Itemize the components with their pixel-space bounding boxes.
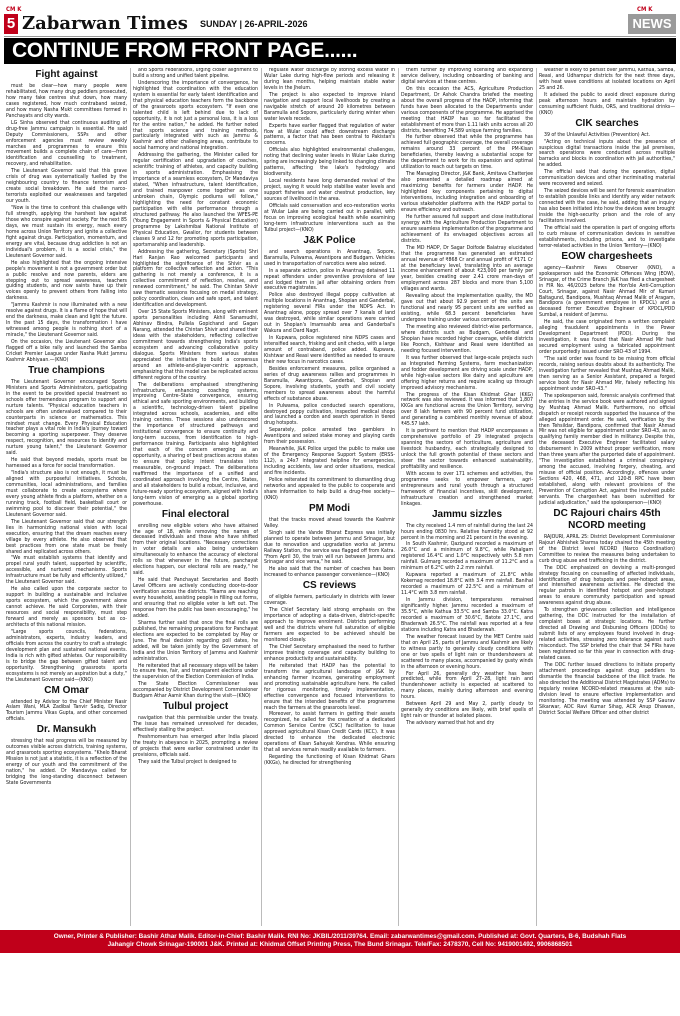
article-paragraph: In Pulwama, police conducted search operations, destroyed poppy cultivation, inspected medical shops and launched a cordon and search operation in tiered drug hotspots. [264,402,395,427]
article-paragraph: Sharma further said that once the final rolls are published, the remaining preparations for Panchayat elections are expected to be completed by May or June. The final decision regarding poll dates, he added, will be taken jointly by the Government of India and the Union Territory of Jammu and Kashmir administration. [133,619,258,662]
article-paragraph: With access to over 171 schemes and activities, the programme seeks to empower farmers, agri-entrepreneurs and rural youth through a structured framework of financial incentives, skill development, infrastructure creation and strengthened market linkages. [401,470,533,507]
article-headline: DC Rajouri chairs 45th NCORD meeting [553,507,661,531]
article-paragraph: Officials said conservation and eco-restoration works at Wular Lake are being carried out in parallel, with focus on improving ecological health while examining long-term infrastructure interventions such as the Tulbul project—(KNO) [264,202,395,233]
article-paragraph: The city received 1.4 mm of rainfall during the last 24 hours ending 0830 hrs. Relative humidity stood at 92 percent in the morning and 21 percent in the evening. [401,522,533,541]
article-paragraph: The DDC emphasized on devising a multi-pronged strategy focusing on counselling of affected individuals, identification of drug hotspots and peer-hotspot areas, and intensified awareness activities. He directed the regular patrols in identified hotspot and peer-hotspot areas to ensure community participation and spread awareness against drug abuse. [539,564,675,607]
imprint-footer [0,930,680,953]
article-paragraph: "Large sports councils, federations, administrators, experts, industry leaders, and officials from across the country to craft a strategic development plan and sustained national events. India is rich with gifted athletes. Our responsibility is to bridge the gap between gifted talent and opportunity. Strengthening grassroots sports ecosystems is not merely an aspiration but a duty," the Lieutenant Governor said—(KNO) [6,628,127,683]
article-column-4 [401,68,533,928]
article-paragraph: The Lieutenant Governor encouraged Sports Ministers and Sports Administrators, participating in the event to be provided special treatment so schools offer tremendous program to support and nurture talents. "Physical education teachers in schools are often undervalued compared to their counterparts in science or mathematics. This mindset must change. Every Physical Education teacher plays a vital role in India's journey toward becoming a sporting superpower. They deserve respect, recognition, and resources to identify and nurture young talent," the Lieutenant Governor said. [6,378,127,457]
article-paragraph: Moreover, to assist farmers in getting their assets recognized, he called for the creation of a dedicated Common Service Centre (CSC) facilitation to issue approved agricultural Kisan Credit Cards (KCC). It was directed to enhance the dedicated electronic operations of Kisan Sahayak Kendras. While ensuring that all services remain readily available to farmers. [264,711,395,754]
imprint-line-1: Owner, Printer & Publisher: Bashir Athar Malik. Editor-in-Chief: Bashir Malik. RNI No: JKBIL/2011/39764. Email: zabarwantimes@gmail.com. Published at: Govt. Quarters, B-6, Budshah Flats [53,933,627,940]
article-paragraph: enrolling new eligible voters who have attained the age of 18, while removing the names of deceased individuals and those who have shifted from their original locations. "Necessary corrections in voter details are also being undertaken simultaneously to enhance the accuracy of electoral rolls so that whenever in the future, panchayat elections happen, our electoral rolls are ready," he said. [133,522,258,577]
article-paragraph: Revealing about the implementation quality, the MD gave out that about 92.9 percent of the units are functional and nearly 95 percent units are verified as existing, while 68.3 percent beneficiaries have undergone training under various components. [401,293,533,324]
color-registration-mark-left: CM K [6,6,22,13]
article-paragraph: It is pertinent to mention that HADP encompasses a comprehensive portfolio of 29 integrated projects spanning the sectors of horticulture, agriculture and livestock husbandry, each strategically designed to unlock the full growth potential of these sectors and steer the sector towards enhanced sustainability, profitability and resilience. [401,428,533,470]
issue-date: SUNDAY | 26-APRIL-2026 [200,19,308,29]
article-paragraph: Police also destroyed illegal poppy cultivation at multiple locations in Anantnag, Shopian and Ganderbal, registering several FIRs under the NDPS Act. In Anantnag alone, poppy spread over 7 kanals of land was destroyed, while similar operations were carried out in Shopian's Imamsahib area and Ganderbal's Wakura and Dard Nagri. [264,292,395,335]
article-paragraph: The seized devices will be sent for forensic examination to establish possible links and identify any wider network connected with the case, he said, adding that an inquiry has also been initiated into how the devices were brought inside the high-security prison and the role of any facilitators involved. [539,188,675,224]
article-paragraph: He further assured full support and close institutional synergy with the Agriculture Production Department to ensure seamless implementation of the programme and achievement of its envisaged objectives across all districts. [401,213,533,244]
article-paragraph: that the tracks moved ahead towards the Kashmir Valley. [264,516,395,529]
article-paragraph: The official said the operation is part of ongoing efforts to curb misuse of communication devices in sensitive establishments, including prisons, and to investigate terror-related activities in the Union Territory—(KNO) [539,224,675,249]
article-paragraph: The spokesperson said, forensic analysis confirmed that the entries in the service book were authored and signed by Mushtaq Ahmad Malik. Furthermore, no official dispatch or receipt records supported the issuance of the alleged appointment order. He said, verification by the then Tehsildar, Bandipora, confirmed that Nasir Ahmad Mir was not eligible for appointment under SRO-43, as no qualifying family member died in militancy. Despite this, the deceased Executive Engineer facilitated salary disbursement in 2009 without proper verification, more than three years after the purported date of appointment. "The investigation established a criminal conspiracy among the accused, involving forgery, cheating, and misuse of official position. Accordingly, offences under Sections 420, 468, 471, and 120-B RPC have been established, along with relevant provisions of the Prevention of Corruption Act, against the involved public servants. The chargesheet has been submitted for judicial adjudication," said the spokesperson—(KNO) [539,392,675,506]
article-paragraph: them further by improving licensing and expanding service delivery, including onboarding of banking and digital services at these centres. [401,68,533,85]
article-paragraph: The progress of the Kisan Khidmat Ghar (KKG) network was also reviewed. It was informed that 1,807 KKGs are functional across the Union Territory, serving over 8 lakh farmers with 90 percent fund utilization, and generating a combined monthly revenue of about ₹45.57 lakh. [401,391,533,428]
article-paragraph: and Sports Federations, urging closer alignment to build a strong and unified talent pipeline. [133,68,258,79]
article-paragraph: stressing that real progress will be measured by outcomes visible across districts, training systems, and grassroots sporting ecosystems. "Khelo Bharat Mission is not just a statistic, it is a reflection of the energy of our youth and the commitment of the nation," he added. Dr Mandaviya called for bridging the long-standing disconnect between State Governments [6,738,127,786]
column-divider [398,68,399,926]
newspaper-name: Zabarwan Times [22,13,188,34]
article-paragraph: weather is likely to persist over Jammu, Kathua, Samba, Reasi, and Udhampur districts for the next three days, with heat wave conditions at isolated locations on April 25 and 26. [539,68,675,91]
section-label: NEWS [628,14,676,34]
article-paragraph: Over 15 State Sports Ministers, along with eminent sports personalities including Akhil Sanamudhi, Abhinav Bindra, Pullela Gopichand and Gagan Narang, attended the Chintan Shivir and shared their ideas with the stakeholders, reflecting collective commitment towards strengthening India's sports ecosystem and advancing collaborative policy dialogue. Sports Ministers from various states appreciated the initiative to build a consensus around an athlete-and-player-centric approach, emphasizing that this model can be replicated across different regions of the country. [133,309,258,381]
article-paragraph: Officials also highlighted environmental challenges, noting that declining water levels in Wular Lake during spring are increasingly being linked to changing climate patterns, affecting the lake's hydrology and biodiversity. [264,147,395,178]
article-paragraph: "The said order was found to be missing from official records, raising serious doubts about its authenticity. The investigation further revealed that Mushtaq Ahmad Malik, then serving as a Senior Assistant, prepared a forged service book for Nasir Ahmad Mir, falsely reflecting his appointment under SRO-43." [539,356,675,392]
color-registration-mark-right: CM K [637,6,653,13]
article-paragraph: Kupwara reported a maximum of 21.8°C while Kokernag recorded 18.8°C with 3.4 mm rainfall. Banihal recorded a maximum of 22.5°C and a minimum of 11.4°C with 3.8 mm rainfall. [401,572,533,597]
article-paragraph: Between April 29 and May 2, partly cloudy to generally dry conditions are likely, with brief spells of light rain or thunder at isolated places. [401,701,533,720]
article-paragraph: In Jammu division, temperatures remained significantly higher. Jammu recorded a maximum of 35.5°C, while Kathua 33.5°C and Samba 33.0°C. Katra recorded a maximum of 30.6°C, Batote 27.1°C, and Bhaderwah 26.5°C. The rainfall was reported at a few stations including Katra and Bhaderwah. [401,597,533,633]
article-paragraph: He said, the case originated from a written complaint alleging fraudulent appointments in the Power Development Department (PDD). During the investigation, it was found that Nasir Ahmad Mir had secured employment using a fabricated appointment order purportedly issued under SRO-43 of 1994. [539,319,675,356]
article-headline: PM Modi [308,502,351,514]
article-paragraph: Freshmomentum has emerged after India placed the treaty in abeyance in 2025, prompting a review of projects that were earlier constrained under its provisions, officials said. [133,734,258,758]
article-paragraph: Singh said the Vande Bharat Express was initially planned to operate between Jammu and Srinagar, but due to renovation and upgradation works at Jammu Railway Station, the service was flagged off from Katra. "From April 30, the train will run between Jammu and Srinagar and vice versa," he said. [264,529,395,566]
article-paragraph: They said the Tulbul project is designed to [138,758,237,765]
masthead-rule [4,36,676,37]
article-paragraph: The project is also expected to improve inland navigation and support local livelihoods by creating a navigable stretch of around 20 kilometres between Baramulla and Sopore, particularly during winter when water levels recede. [264,91,395,122]
article-paragraph: The Lieutenant Governor said that this grave crisis of drug was systematically fuelled by the neighbouring country to finance terrorism and create social breakdown. He said the narco-terrorists exploited our weaknesses and targeted our youth. [6,168,127,205]
page-number: 5 [4,14,18,34]
article-paragraph: The Chief Secretary emphasised the need to further improve training coverage and capacity building to enhance productivity and sustainability. [264,643,395,662]
article-paragraph: Experts have earlier flagged that regulation of water flow at Wular could affect downstream discharge patterns, a factor that has been central to Pakistan's concerns. [264,122,395,147]
article-paragraph: The MD HADP, Dr Sagar Doifode Balatray elucidated that the programme has generated an estimated annual revenue of ₹868 Cr and annual profit of ₹171 Cr at the beneficiary level, translating into an average income enhancement of about ₹23,000 per family per year, besides creating over 2.41 crore man-days of employment across 287 blocks and more than 5,100 villages and wards. [401,244,533,293]
article-paragraph: agency—Kashmir News Observer (KNO), a spokesperson said the Economic Offences Wing (EOW), Srinagar, of the Crime Branch J&K has filed a chargesheet in FIR No. 46/2023 before the Hon'ble Anti-Corruption Court, Srinagar, against Nasir Ahmad Mir of Kumari Baltagund, Bandipora, Mushtaq Ahmad Malik of Aragam, Bandipora (a government employee in KPDCL) and a deceased former Executive Engineer of KPDCL/PDD Sumbal, a resident of Jammu. [539,264,675,319]
article-headline: CIK searches [575,117,639,129]
column-divider [261,68,262,926]
article-paragraph: "Now is the time to confront this challenge with full strength, applying the harshest law against those who conspire against society. For the next 85 days, we must sustain its energy, reach every home across Union Territory and ignite a collective fight against drugs. Participation, momentum, and energy are vital, because drug addiction is not an individual's problem, it is a social crisis," the Lieutenant Governor said. [6,205,127,259]
article-paragraph: It was further observed that large-scale projects such as Integrated Farming Systems, farm mechanization and fodder development are driving scale under HADP, while high-value sectors like dairy and apiculture are offering higher returns and require scaling up through improved advisory mechanisms. [401,354,533,391]
article-headline: CS reviews [302,580,357,592]
article-headline: Jammu sizzles [431,508,503,520]
article-paragraph: To strengthen grievances collection and intelligence gathering, the DDC instructed for the installation of complaint boxes at strategic locations. He further directed all Drawing and Disbursing Officers (DDOs) to submit lists of any employees found involved in drug-related activities, stressing zero tolerance against such misconduct. The SSP briefed the chair that 34 FIRs have been registered so far this year in connection with drug-related cases. [539,607,675,661]
article-column-2 [133,68,258,928]
article-paragraph: The Managing Director, J&K Bank, Amitava Chatterjee also presented a detailed roadmap aimed at maximizing benefits for farmers under HADP. He highlighted key components pertaining to digital interventions, including integration and onboarding of various stakeholder platforms with the HADP portal to ensure efficiency and outreach. [401,171,533,213]
article-paragraph: Police reiterated its commitment to dismantling drug networks and appealed to the public to cooperate and share information to help build a drug-free society—(KNO) [264,477,395,501]
article-paragraph: On this occasion the ACS, Agriculture Production Department, Dr Ashok Chandra briefed the meeting about the overall progress of the HADP, informing that funds have been allocated to the Departments under various components of the programme. He apprised the meeting that HADP has so far facilitated the establishment of more than 1.11 lakh units across all 20 districts, benefiting 74,589 unique farming families. [401,85,533,134]
article-paragraph: The State Election Commissioner was accompanied by District Development Commissioner Budgam Athar Aamir Khan during the visit—(KNO) [133,681,258,700]
article-paragraph: The DDC further issued directions to initiate property attachment proceedings against drug peddlers to dismantle the financial backbone of the illicit trade. He also directed the Additional District Magistrates (ADMs) to regularly review NCORD-related measures at the sub-division level to ensure effective implementation and monitoring. The meeting was attended by SSP Gaurav Sikarwar, ADC Ravi Kumar Sihag, ACR Anup Dhawan, District Social Welfare Officer and other district [539,661,675,716]
article-headline: CM Omar [44,684,89,696]
article-paragraph: Local residents have long demanded revival of the project, saying it would help stabilise water levels and support fisheries and water chestnut production, key sources of livelihood in the area. [264,178,395,203]
article-paragraph: "India's structure also is not enough, it must be aligned with purposeful initiatives. Schools, communities, local administrations, and families must collaborate to create ecosystems where every young athlete finds a platform, whether on a running track, football field, basketball court or swimming pool to discover their potential," the Lieutenant Governor said. [6,470,127,518]
article-paragraph: Addressing the gathering, the Minister called for regular certification and upgradation of coaches, scientific training of athletes, and capacity building in sports administration. Emphasising the importance of a seamless ecosystem, Dr Mandaviya stated, "When infrastructure, talent identification, and trained manpower come together as one unbroken chain, Olympic podiums will follow," highlighting the need for constant economic participation with elite performance through a structured pathway. He also launched the WFES-PE (Young Engagement in Sports & Physical Education) programme by Lakshmibai National Institute of Physical Education, Gwalior, for students between classes 9 and 12 for promoting sports participation, sportsmanship and leadership. [133,152,258,248]
article-headline: Dr. Mansukh [36,724,97,736]
article-paragraph: He said that beyond medals, sports must be harnessed as a force for social transformation. [6,457,127,470]
column-divider [130,68,131,926]
article-paragraph: He reiterated that HADP has the potential to transform the agricultural landscape of J&K by enhancing farmer incomes, generating employment and promoting sustainable agriculture here. He called for rigorous monitoring, timely implementation, effective convergence and focused interventions to ensure that the intended benefits of the programme reach the farmers at the grassroots level. [264,662,395,711]
imprint-line-2: Jahangir Chowk Srinagar-190001 J&K. Printed at: Khidmat Offset Printing Press, The Bund Srinagar. Tele/Fax: 2478370, Cell No: 9419001492, 9906868501 [107,941,573,949]
article-paragraph: The Lieutenant Governor said that our strength lies in harmonizing national vision with local execution, ensuring that the dream reaches every village by every athlete. He also observed that best practices from one state must be freely shared and replicated across others. [6,518,127,555]
article-paragraph: He further observed that while the programme has achieved full geographic coverage, the overall coverage remains around 33 percent of the PM-Kisan beneficiaries, thereby leaving a substantial scope for the department to work for its expansion and optimal utilization to reach out targets on time. [401,134,533,171]
article-paragraph: Separately, police arrested two gamblers in Awantipora and seized stake money and playing cards from their possession. [264,427,395,446]
article-paragraph: The deliberations emphasised strengthening infrastructure, enhancing coaching systems, improving Centre–State convergence, ensuring ethical and safe sporting environments, and building a scientific, technology-driven talent pipeline integrated across schools, academies, and elite training centres. These sessions also underscored the importance of structured pathways and institutional convergence to ensure continuity and long-term success, from identification to high-performance training. Participants also highlighted that each of the concern emerging as an opportunity, a sharing of best practices across states to ensure that policy intent translates into measurable, on-ground impact. The deliberations reaffirmed the importance of a unified and coordinated approach involving the Centre, States, and all stakeholders to build a robust, inclusive, and future-ready sporting ecosystem, aligned with India's long-term vision of emerging as a global sporting powerhouse. [133,381,258,507]
article-column-1 [6,68,127,928]
article-paragraph: He also highlighted that the ongoing intensive people's movement is not a government order but a public resolve and now parents, elders are stepping out to spread awareness, teachers guiding students, and now saints have up their voices openly to prevent others from falling into darkness. [6,259,127,302]
article-paragraph: "Jammu Kashmir is now illuminated with a new resolve against drugs. It is a flame of hope that will end the darkness, make clean and light the future. In the past 15 days, the transformation I have witnessed among people is nothing short of a miracle," the Lieutenant Governor said. [6,302,127,339]
article-paragraph: Addressing the gathering, Secretary (Sports) Shri Hari Ranjan Rao welcomed participants and highlighted the significance of the Shivir as a platform for collective reflection and action. "This gathering is not merely a conference, it is a collective commitment of reflection, resolve, and renewed commitment," he said. The Chintan Shivir saw thematic sessions focusing on medal strategy, policy coordination, clean and safe sport, and talent identification and development. [133,248,258,309]
article-paragraph: Regarding the functioning of Kisan Khidmat Ghars (KKGs), he directed for strengthening [264,754,395,767]
article-paragraph: The weather forecast issued by the MET Centre said that on April 25, parts of Jammu and Kashmir are likely to witness partly to generally cloudy conditions with one or two spells of light rain or thundershowers at scattered to many places, accompanied by gusty winds in the afternoon or evening hours. [401,633,533,670]
article-headline: EOW chargesheets [561,250,653,262]
article-paragraph: The meeting also reviewed district-wise performance, where districts such as Budgam, Ganderbal and Shopian have recorded higher coverage, while districts like Poonch, Kishtwar and Reasi were identified as needing focused intervention. [401,324,533,354]
article-column-3 [264,68,395,928]
article-paragraph: He also called upon the corporate sector to support in building a sustainable and inclusive sports ecosystem, which the government alone cannot achieve. He said Corporates, with their resources and social responsibility, must step forward and merely as sponsors but as co-architects of this national mission. [6,586,127,628]
article-column-5 [539,68,675,928]
article-paragraph: The Chief Secretary laid strong emphasis on the importance of adopting a data-driven, district-specific approach to improve enrolment. Districts performing well and the districts where full saturation of eligible farmers are expected to be achieved should be monitored closely. [264,607,395,644]
article-paragraph: He reiterated that all necessary steps will be taken to ensure free, fair, and transparent elections under the supervision of the Election Commission of India. [133,662,258,681]
article-headline: Fight against [35,69,98,80]
article-paragraph: Meanwhile, J&K Police urged the public to make use of the Emergency Response Support System (ERSS-112), a 24x7 integrated helpline for emergencies, including accidents, law and order situations, medical and fire incidents. [264,446,395,477]
article-paragraph: must be clear—how many people were rehabilitated, how many drug peddlers prosecuted, how many fake centres shut down, how many cases registered, how much contraband seized, and how many Nasha Mukt committees formed in Panchayats and city wards. [6,83,127,119]
article-paragraph: of eligible farmers, particularly in districts with lower coverage. [264,594,395,607]
article-paragraph: RAJOURI, APRIL 25: District Development Commissioner Rajouri Abhishek Sharma today chaired the 45th meeting of the District level NCORD (Narco Coordination) Committee to review the measures being undertaken to curb drug abuse and trafficking in the district. [539,533,675,564]
article-headline: Final electoral [161,508,230,520]
masthead [4,14,676,34]
article-paragraph: In South Kashmir, Qazigund recorded a maximum of 26.0°C and a minimum of 9.8°C, while Pahalgam registered 16.4°C and 1.0°C respectively with 5.8 mm rainfall. Gulmarg recorded a maximum of 11.2°C and a minimum of 6.2°C with 2.2 mm rainfall. [401,541,533,572]
article-paragraph: The official said that during the operation, digital communication devices and other incriminating material were recovered and seized. [539,169,675,188]
article-paragraph: Underscoring the importance of convergence, he highlighted that coordination with the education system is essential for early talent identification and that physical education teachers form the backbone of the grassroots sports ecosystem. "If even one talented child is left behind due to lack of opportunity, it is not just a personal loss, it is a loss for the entire nation," he added. He further noted that sports science and training methods, particularly integrated with such as Jammu & Kashmir and other challenging areas, contribute to social harmony and national integration. [133,79,258,152]
article-headline: Tulbul project [162,701,229,713]
article-paragraph: and search operations in Anantnag, Sopore, Baramulla, Pulwama, Awantipora and Budgam. Vehicles used in transportation of narcotics were also seized. [264,248,395,267]
article-paragraph: On the occasion, the Lieutenant Governor also flagged off a bike rally and launched the Samba Cricket Premier League under Nasha Mukt Jammu Kashmir Abhiyaan.—(KNO) [6,339,127,363]
article-paragraph: He said that Panchayat Secretaries and Booth Level Officers are actively conducting door-to-door verification across the districts. "Teams are reaching every household, assisting people in filling out forms, and ensuring that no eligible voter is left out. The response from the public has been encouraging," he added. [133,577,258,619]
article-paragraph: 39 of the Unlawful Activities (Prevention) Act. [544,131,651,138]
article-paragraph: He also said that the number of coaches has been increased to enhance passenger convenience—(KNO) [264,566,395,579]
article-paragraph: LG Sinha observed that continuous auditing of drug-free Jammu campaign is essential. He said Deputy Commissioners, SSPs and other enforcement agencies must review weekly marches and programmes to ensure this movement builds a complete chain of care—from identification and counselling to treatment, recovery, and rehabilitation. [6,119,127,168]
article-paragraph: It advised the public to avoid direct exposure during peak afternoon hours and maintain hydration by consuming sufficient fluids, ORS, and traditional drinks—(KNO) [539,91,675,116]
article-paragraph: In a separate action, police in Anantnag detained 11 repeat offenders under preventive provisions of law and lodged them in jail after obtaining orders from executive magistrates. [264,267,395,292]
article-paragraph: regulate water discharge by storing excess water in Wular Lake during high-flow periods and releasing it during lean months, helping maintain stable water levels in the Jhelum. [264,68,395,91]
article-headline: J&K Police [303,234,356,246]
article-paragraph: The advisory warned that hot and dry [406,720,495,727]
article-paragraph: "We must establish systems that identify and propel rural youth talent, supported by scientific, accessible, and nurtured mechanisms. Sports infrastructure must be fully and efficiently utilized," the Lieutenant Governor said. [6,555,127,586]
article-paragraph: navigation that this permissible under the treaty. The issue has remained unresolved for decades, effectively stalling the project. [133,715,258,734]
article-paragraph: In Kupwara, police registered nine NDPS cases and intensified search, frisking and unit checks, with a large amount of contraband, police added. Kupwara, Kishtwar and Reasi were identified as needed to ensure their new focus in narcotics cases. [264,335,395,365]
column-divider [536,68,537,926]
article-paragraph: "Acting on technical inputs about the presence of suspicious digital transactions inside the jail premises, search operations were conducted across multiple barracks and blocks in coordination with jail authorities," he added. [539,138,675,169]
page-banner-title: CONTINUE FROM FRONT PAGE...... [4,38,676,64]
article-paragraph: attended by Advisor to the Chief Minister Nasir Aslam Wani, MLA Zadibal Tanvir Sadiq, Director Tourism Jammu Vikas Gupta, and other concerned officials. [6,698,127,723]
article-headline: True champions [28,364,105,376]
article-paragraph: Besides enforcement measures, police organised a series of drug awareness rallies and programmes in Baramulla, Awantipora, Ganderbal, Shopian and Sopore, involving students, youth and civil society members to spread awareness about the harmful effects of substance abuse. [264,365,395,402]
article-paragraph: For April 26, generally dry weather has been predicted, while from April 27–28, light rain and thundershower activity is expected at scattered to many places, mainly during afternoon and evening hours. [401,670,533,701]
